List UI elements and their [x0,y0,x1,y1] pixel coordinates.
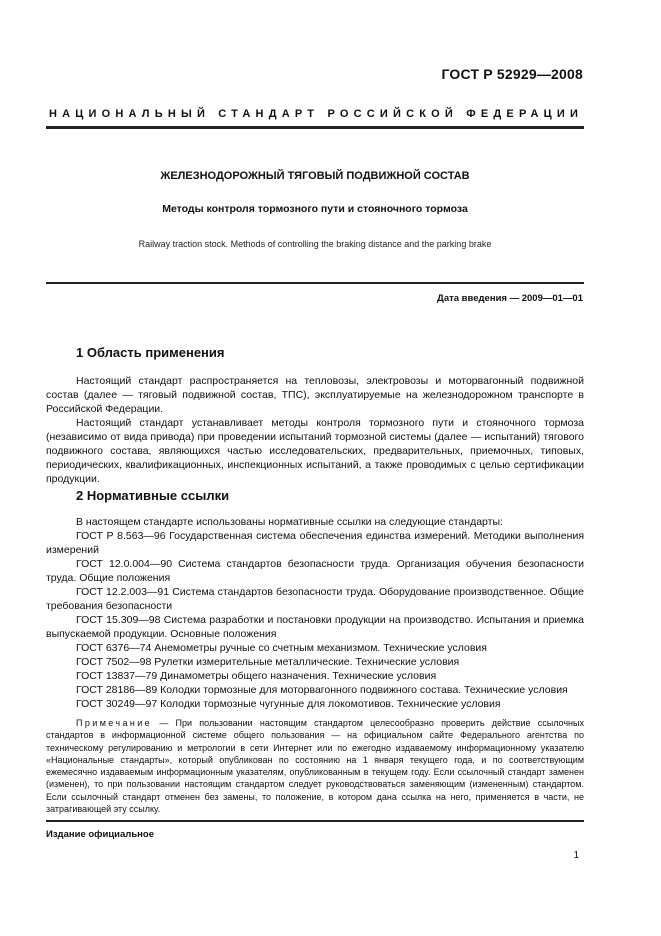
reference-item: ГОСТ 12.0.004—90 Система стандартов безопасности труда. Организация обучения безопасности труда. Общие положения [46,558,584,584]
reference-item: ГОСТ 30249—97 Колодки тормозные чугунные для локомотивов. Технические условия [76,698,501,710]
introduction-date: Дата введения — 2009—01—01 [437,293,583,304]
document-number: ГОСТ Р 52929—2008 [441,66,583,82]
section-2-heading: 2 Нормативные ссылки [76,488,230,503]
section-1-heading: 1 Область применения [76,345,225,360]
reference-item: ГОСТ Р 8.563—96 Государственная система обеспечения единства измерений. Методики выполнения измерений [46,530,584,556]
document-title: ЖЕЛЕЗНОДОРОЖНЫЙ ТЯГОВЫЙ ПОДВИЖНОЙ СОСТАВ [160,170,470,182]
document-subtitle: Методы контроля тормозного пути и стояночного тормоза [162,203,468,215]
english-title: Railway traction stock. Methods of controlling the braking distance and the parking brake [138,239,492,249]
section-1-paragraph: Настоящий стандарт устанавливает методы контроля тормозного пути и стояночного тормоза (независимо от вида привода) при проведении испытаний тормозной системы (далее — испытаний) тягового подвижного состава, являющихся частью исследовательских, предварительных, приемочных, типовых, периодических, квалификационных, инспекционных испытаний, а также проводимых с целью сертификации продукции. [46,417,584,485]
normative-references-list [46,515,584,711]
reference-item: ГОСТ 7502—98 Рулетки измерительные металлические. Технические условия [76,656,460,668]
title-divider [46,282,584,284]
reference-note [46,717,584,815]
footer-divider [46,820,584,822]
official-edition-label: Издание официальное [46,829,154,840]
reference-item: ГОСТ 6376—74 Анемометры ручные со счетным механизмом. Технические условия [76,642,487,654]
note-label: Примечание [76,718,153,728]
references-intro: В настоящем стандарте использованы нормативные ссылки на следующие стандарты: [76,516,503,528]
reference-item: ГОСТ 28186—89 Колодки тормозные для моторвагонного подвижного состава. Технические условия [76,684,568,696]
reference-item: ГОСТ 13837—79 Динамометры общего назначения. Технические условия [76,670,437,682]
national-standard-banner: НАЦИОНАЛЬНЫЙ СТАНДАРТ РОССИЙСКОЙ ФЕДЕРАЦИИ [49,108,584,120]
header-divider [46,126,584,129]
reference-item: ГОСТ 12.2.003—91 Система стандартов безопасности труда. Оборудование производственное. Общие требования безопасности [46,586,584,612]
reference-item: ГОСТ 15.309—98 Система разработки и постановки продукции на производство. Испытания и приемка выпускаемой продукции. Основные положения [46,614,584,640]
section-1-body [46,374,584,486]
section-1-paragraph: Настоящий стандарт распространяется на тепловозы, электровозы и моторвагонный подвижной состав (далее — тяговый подвижной состав, ТПС), эксплуатируемые на железнодорожном транспорте в Российской Федерации. [46,375,584,415]
note-text: — При пользовании настоящим стандартом целесообразно проверить действие ссылочных стандартов в информационной системе общего пользования — на официальном сайте Федерального агентства по техническому регулированию и метрологии в сети Интернет или по ежегодно издаваемому информационному указателю «Национальные стандарты», который опубликован по состоянию на 1 января текущего года, и по соответствующим ежемесячно издаваемым информационным указателям, опубликованным в текущем году. Если ссылочный стандарт заменен (изменен), то при пользовании настоящим стандартом следует руководствоваться заменяющим (измененным) стандартом. Если ссылочный стандарт отменен без замены, то положение, в котором дана ссылка на него, применяется в части, не затрагивающей эту ссылку. [46,718,584,815]
page-number: 1 [573,850,579,861]
